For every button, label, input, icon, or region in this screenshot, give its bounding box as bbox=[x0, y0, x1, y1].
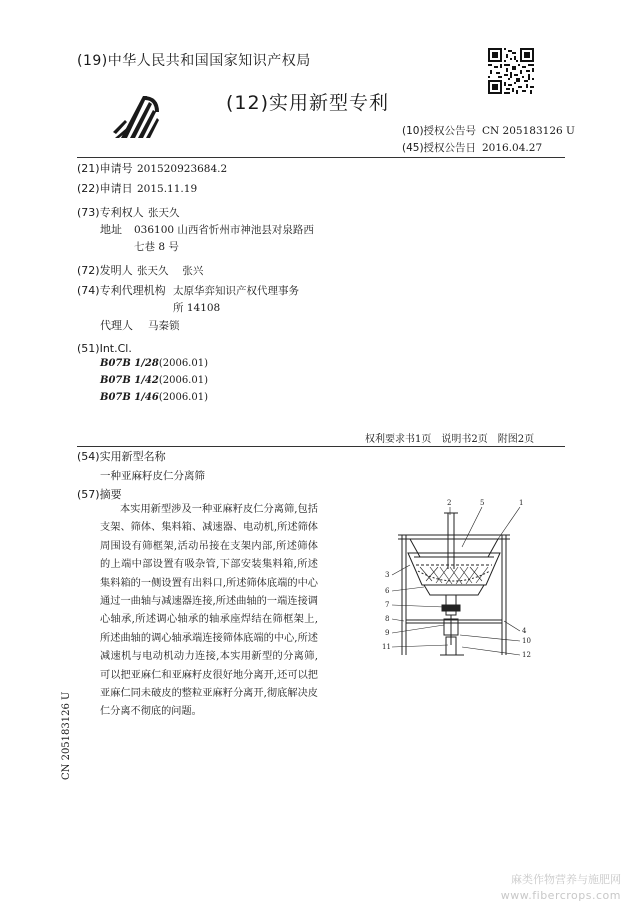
ipc-year: (2006.01) bbox=[158, 358, 208, 369]
filing-date-row bbox=[77, 180, 197, 198]
header-divider bbox=[77, 157, 565, 158]
counts-divider bbox=[77, 446, 565, 447]
application-number-row bbox=[77, 160, 227, 178]
address-row bbox=[100, 221, 314, 239]
pub-number-row bbox=[402, 123, 575, 138]
application-number-label: (21)申请号 bbox=[77, 162, 133, 175]
patentee-label: (73)专利权人 bbox=[77, 206, 144, 219]
inventor-row bbox=[77, 262, 203, 280]
ipc-code: B07B 1/46 bbox=[100, 392, 159, 403]
ipc-entry bbox=[100, 392, 208, 403]
figure-label: 5 bbox=[480, 499, 485, 507]
application-number: 201520923684.2 bbox=[137, 163, 228, 175]
figure-label: 2 bbox=[447, 499, 452, 507]
title-label: (54)实用新型名称 bbox=[77, 450, 166, 463]
figure-label: 4 bbox=[522, 627, 527, 635]
ipc-year: (2006.01) bbox=[158, 392, 208, 403]
pub-number: CN 205183126 U bbox=[482, 125, 575, 137]
pub-date: 2016.04.27 bbox=[482, 142, 543, 154]
abstract-text: 本实用新型涉及一种亚麻籽皮仁分离筛,包括支架、筛体、集料箱、减速器、电动机,所述筛体周围设有筛框架,活动吊接在支架内部,所述筛体的上端中部设置有吸杂管,下部安装集料箱,所述集料箱的一侧设置有出料口,所述筛体底端的中心通过一曲轴与减速器连接,所述曲轴的一端连接调心轴承,所述调心轴承的轴承座焊结在筛框架上,所述曲轴的调心轴承端连接筛体底端的中心,所述减速机与电动机动力连接,本实用新型的分离筛,可以把亚麻仁和亚麻籽皮很好地分离开,还可以把亚麻仁同未破皮的整粒亚麻籽分离开,彻底解决皮仁分离不彻底的问题。 bbox=[100, 504, 318, 718]
watermark-url: www.fibercrops.com bbox=[500, 889, 621, 902]
office-name: (19)中华人民共和国国家知识产权局 bbox=[77, 53, 311, 69]
title-text: 一种亚麻籽皮仁分离筛 bbox=[100, 470, 205, 482]
figure-label: 8 bbox=[385, 615, 390, 623]
agent-label: 代理人 bbox=[100, 319, 133, 332]
figure-label: 6 bbox=[385, 587, 390, 595]
inventor-label: (72)发明人 bbox=[77, 264, 133, 277]
utility-model-title bbox=[100, 467, 205, 485]
ipc-entry bbox=[100, 358, 208, 369]
abstract-label: (57)摘要 bbox=[77, 488, 122, 501]
figure-label: 12 bbox=[522, 651, 531, 659]
patentee-row bbox=[77, 204, 180, 222]
doc-type-title: (12)实用新型专利 bbox=[226, 92, 390, 114]
figure-label: 9 bbox=[385, 629, 390, 637]
pub-date-row bbox=[402, 140, 542, 155]
address-line-2: 七巷 8 号 bbox=[134, 241, 179, 253]
side-publication-number: CN 205183126 U bbox=[61, 691, 72, 780]
agency-label: (74)专利代理机构 bbox=[77, 284, 166, 297]
patentee: 张天久 bbox=[148, 207, 180, 219]
sipo-emblem-icon bbox=[113, 92, 163, 142]
ipc-code: B07B 1/42 bbox=[100, 375, 159, 386]
sieve-figure bbox=[380, 495, 540, 665]
agent: 马秦锁 bbox=[148, 320, 180, 332]
address-label: 地址 bbox=[100, 223, 122, 236]
address-line-2-row bbox=[134, 238, 179, 256]
agency-line-2-row bbox=[173, 299, 220, 317]
agency-row bbox=[77, 282, 299, 300]
inventors: 张天久 张兴 bbox=[137, 265, 204, 277]
figure-label: 10 bbox=[522, 637, 531, 645]
page-counts: 权利要求书1页 说明书2页 附图2页 bbox=[365, 434, 535, 445]
pub-date-label: (45)授权公告日 bbox=[402, 142, 477, 154]
pub-number-label: (10)授权公告号 bbox=[402, 125, 477, 137]
figure-label: 3 bbox=[385, 571, 390, 579]
agency-line-1: 太原华弈知识产权代理事务 bbox=[173, 285, 299, 297]
intcl-label: (51)Int.Cl. bbox=[77, 342, 132, 355]
qr-code bbox=[488, 48, 534, 94]
address-line-1: 036100 山西省忻州市神池县对泉路西 bbox=[134, 224, 314, 236]
filing-date: 2015.11.19 bbox=[137, 183, 198, 195]
figure-label: 11 bbox=[382, 643, 391, 651]
ipc-code: B07B 1/28 bbox=[100, 358, 159, 369]
agency-line-2: 所 14108 bbox=[173, 302, 221, 314]
agent-row bbox=[100, 317, 180, 335]
watermark-site-name: 麻类作物营养与施肥网 bbox=[511, 873, 621, 886]
filing-date-label: (22)申请日 bbox=[77, 182, 133, 195]
ipc-entry bbox=[100, 375, 208, 386]
figure-label: 1 bbox=[519, 499, 524, 507]
ipc-year: (2006.01) bbox=[158, 375, 208, 386]
figure-label: 7 bbox=[385, 601, 390, 609]
